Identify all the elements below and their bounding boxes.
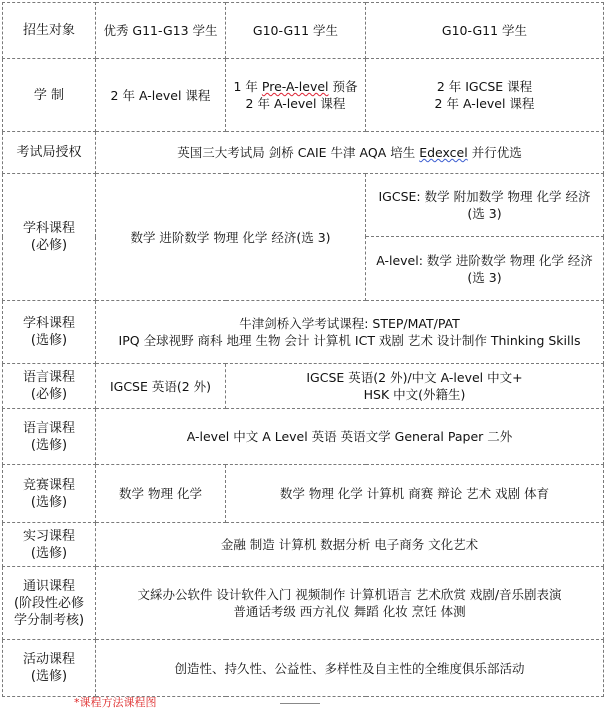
subject-required-igcse: IGCSE: 数学 附加数学 物理 化学 经济 (选 3) [366,174,604,237]
footnote-text: *课程方法课程图 [74,696,157,709]
duration-col3-line1: 2 年 IGCSE 课程 [436,79,533,94]
footnote-divider [280,703,320,704]
label-activity: 活动课程 (选修) [3,640,96,697]
duration-col3 [366,59,604,132]
edexcel-text: Edexcel [419,145,468,160]
label-language-elective: 语言课程 (选修) [3,409,96,465]
enroll-col3: G10-G11 学生 [366,3,604,59]
row-general [3,567,604,640]
language-required-col1: IGCSE 英语(2 外) [96,364,226,409]
row-subject-required-top [3,174,604,237]
row-internship [3,523,604,567]
enroll-col2: G10-G11 学生 [226,3,366,59]
row-activity [3,640,604,697]
competition-col2: 数学 物理 化学 计算机 商赛 辩论 艺术 戏剧 体育 [226,465,604,523]
row-duration [3,59,604,132]
row-language-elective [3,409,604,465]
duration-col1: 2 年 A-level 课程 [96,59,226,132]
label-subject-required: 学科课程 (必修) [3,174,96,301]
duration-col3-line2: 2 年 A-level 课程 [434,96,535,111]
label-language-required: 语言课程 (必修) [3,364,96,409]
label-general: 通识课程 (阶段性必修 学分制考核) [3,567,96,640]
label-duration: 学 制 [3,59,96,132]
curriculum-table [2,2,604,697]
row-exam-board [3,132,604,174]
exam-board-text: 英国三大考试局 剑桥 CAIE 牛津 AQA 培生 Edexcel 并行优选 [96,132,604,174]
label-subject-elective: 学科课程 (选修) [3,301,96,364]
internship-text: 金融 制造 计算机 数据分析 电子商务 文化艺术 [96,523,604,567]
enroll-col1: 优秀 G11-G13 学生 [96,3,226,59]
competition-col1: 数学 物理 化学 [96,465,226,523]
label-exam-board: 考试局授权 [3,132,96,174]
duration-col2-line1: 1 年 Pre-A-level 预备 [233,79,358,94]
duration-col2 [226,59,366,132]
subject-required-alevel-only: 数学 进阶数学 物理 化学 经济(选 3) [96,174,366,301]
duration-col2-line2: 2 年 A-level 课程 [245,96,346,111]
row-subject-elective [3,301,604,364]
subject-elective-text: 牛津剑桥入学考试课程: STEP/MAT/PAT IPQ 全球视野 商科 地理 生物 会计 计算机 ICT 戏剧 艺术 设计制作 Thinking Skills [96,301,604,364]
row-enrollment [3,3,604,59]
row-language-required [3,364,604,409]
language-required-col2: IGCSE 英语(2 外)/中文 A-level 中文+ HSK 中文(外籍生) [226,364,604,409]
subject-required-alevel: A-level: 数学 进阶数学 物理 化学 经济 (选 3) [366,237,604,301]
general-text: 文綵办公软件 设计软件入门 视频制作 计算机语言 艺术欣赏 戏剧/音乐剧表演 普通话考级 西方礼仪 舞蹈 化妆 烹饪 体测 [96,567,604,640]
activity-text: 创造性、持久性、公益性、多样性及自主性的全维度俱乐部活动 [96,640,604,697]
row-competition [3,465,604,523]
language-elective-text: A-level 中文 A Level 英语 英语文学 General Paper 二外 [96,409,604,465]
pre-a-level-text: Pre-A-level [261,79,329,94]
label-internship: 实习课程 (选修) [3,523,96,567]
label-competition: 竞赛课程 (选修) [3,465,96,523]
label-enrollment: 招生对象 [3,3,96,59]
